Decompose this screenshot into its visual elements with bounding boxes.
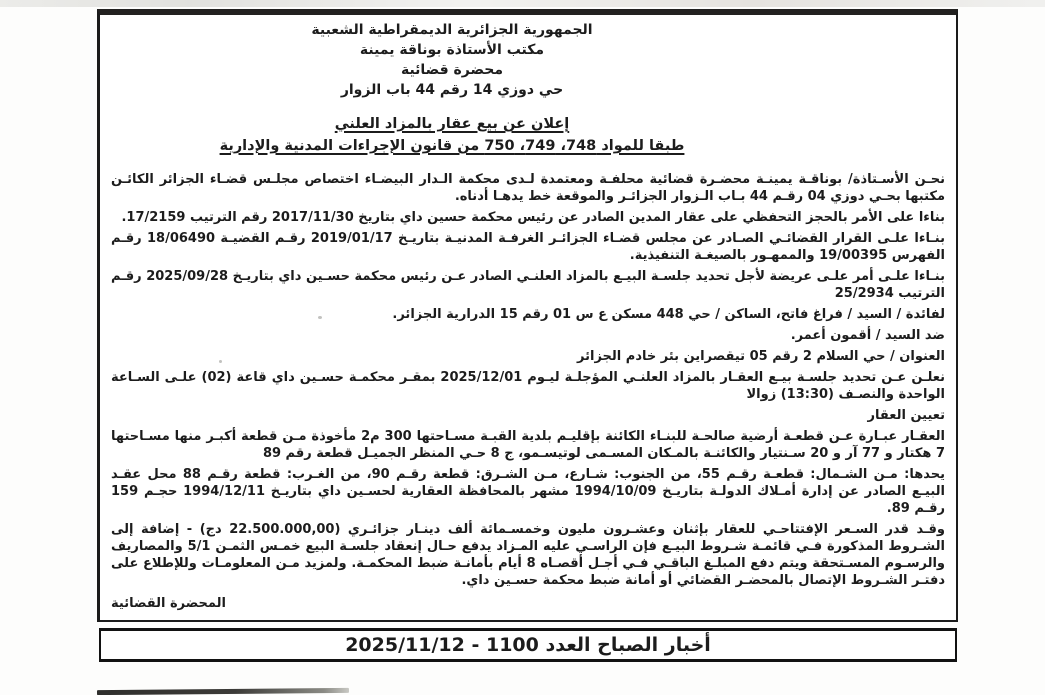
scan-artifact-dot [219, 360, 222, 363]
property-designation-heading: تعيين العقار [867, 408, 945, 423]
legal-notice-box [97, 9, 958, 622]
newspaper-issue-text: أخبار الصباح العدد 1100 - 2025/11/12 [345, 634, 711, 656]
scan-artifact-top-streak [0, 0, 1045, 7]
property-paragraph-description: العقـار عبـارة عـن قطعـة أرضية صالحـة للبنـاء الكائنة بإقليـم بلدية القبـة مسـاحتها 300 م2 مأخوذة مـن قطعة أكبـر منها مسـاحتها 7 هكتار و 77 آر و 20 سـنتيار والكائنـة بالمـكان المسـمى لوتيسـمو، ج 8 حـي المنظر الجميـل قطعة رقم 89 [111, 429, 946, 461]
property-paragraph-boundaries: يحدها: مـن الشـمال: قطعـة رقـم 55، من الجنوب: شـارع، مـن الشـرق: قطعة رقـم 90، من الغـرب: قطعة رقـم 88 محل عقـد البيـع الصادر عن إدارة أمـلاك الدولـة بتاريـخ 1994/10/09 مشهر بالمحافظة العقارية لحسـين داي بتاريـخ 1994/12/11 حجـم 159 رقـم 89. [111, 467, 946, 516]
header-address-line: حي دوزي 14 رقم 44 باب الزوار [340, 82, 564, 98]
notice-title: إعلان عن بيع عقار بالمزاد العلني [334, 116, 570, 132]
notice-paragraph-court-decision: بنـاءا علـى القرار القضائـي الصـادر عن مجلس قضـاء الجزائـر الغرفـة المدنيـة بتاريـخ 2019/01/17 رقـم القضيـة 18/06490 رقـم الفهرس 19/00395 والممهـور بالصيغـة التنفيذية. [111, 231, 945, 263]
scan-artifact-dot [318, 316, 322, 319]
notice-header [97, 20, 869, 100]
notice-subtitle: طبقا للمواد 748، 749، 750 من قانون الإجراءات المدنية والإدارية [219, 138, 685, 154]
notice-paragraph-beneficiary: لفائدة / السيد / فراغ فاتح، الساكن / حي 448 مسكن ع س 01 رقم 15 الدرارية الجزائر. [392, 307, 945, 322]
header-office-line: مكتب الأستاذة بوناقة يمينة [359, 42, 545, 58]
notice-title-block [97, 113, 869, 157]
newspaper-issue-banner [99, 628, 957, 662]
notice-paragraph-petition-order: بنـاءا علـى أمر علـى عريضة لأجل تحديد جلسـة البيـع بالمزاد العلنـي الصادر عـن رئيس محكمة حسـين داي بتاريـخ 2025/09/28 رقـم الترتيب 25/2934 [111, 269, 945, 301]
notice-paragraph-seizure-order: بناءا على الأمر بالحجز التحفظي على عقار المدين الصادر عن رئيس محكمة حسين داي بتاريخ 2017/11/30 رقم الترتيب 17/2159. [121, 210, 945, 225]
property-paragraph-price-conditions: وقـد قدر السـعر الإفتتاحـي للعقار بإثنان وعشـرون مليون وخمسـمائة ألف دينـار جزائـري (22.500.000,00 دج) - إضافة إلى الشـروط المذكورة فـي قائمـة شـروط البيـع فإن الراسـي عليه المـزاد يدفع حـال إنعقاد جلسـة البيع خمـس الثمـن 5/1 والمصاريف والرسـوم المسـتحقة ويتم دفع المبلـغ الباقـي فـي أجـل أقصـاه 8 أيام بأمانـة ضبط المحكمـة. ولمزيد مـن المعلومـات وللإطلاع على دفتـر الشـروط الإتصال بالمحضـر القضائي أو أمانة ضبط محكمة حسـين داي. [111, 522, 946, 588]
scan-artifact-next-ad-edge [97, 688, 349, 695]
notice-body [111, 171, 945, 612]
notice-paragraph-intro: نحـن الأسـتاذة/ بوناقـة يمينـة محضـرة قضائية محلفـة ومعتمدة لـدى محكمة الـدار البيضـاء اختصاص مجلـس قضـاء الجزائر الكائـن مكتبها بحـي دوزي 04 رقـم 44 بـاب الـزوار الجزائـر والموقعة خط يدهـا أدناه. [111, 172, 945, 204]
notice-paragraph-defendant: ضد السيد / أقمون أعمر. [790, 328, 945, 343]
notice-paragraph-session-announcement: نعلـن عـن تحديد جلسـة بيـع العقـار بالمزاد العلنـي المؤجلـة ليـوم 2025/12/01 بمقـر محكمـة حسـين داي قاعة (02) علـى السـاعة الواحدة والنصـف (13:30) زوالا [111, 370, 945, 402]
header-bailiff-line: محضرة قضائية [400, 62, 504, 78]
header-republic-line: الجمهورية الجزائرية الديمقراطية الشعبية [311, 22, 593, 38]
bailiff-signature: المحضرة القضائية [111, 596, 226, 611]
notice-paragraph-address: العنوان / حي السلام 2 رقم 05 تيقصراين بئر خادم الجزائر [577, 349, 945, 364]
